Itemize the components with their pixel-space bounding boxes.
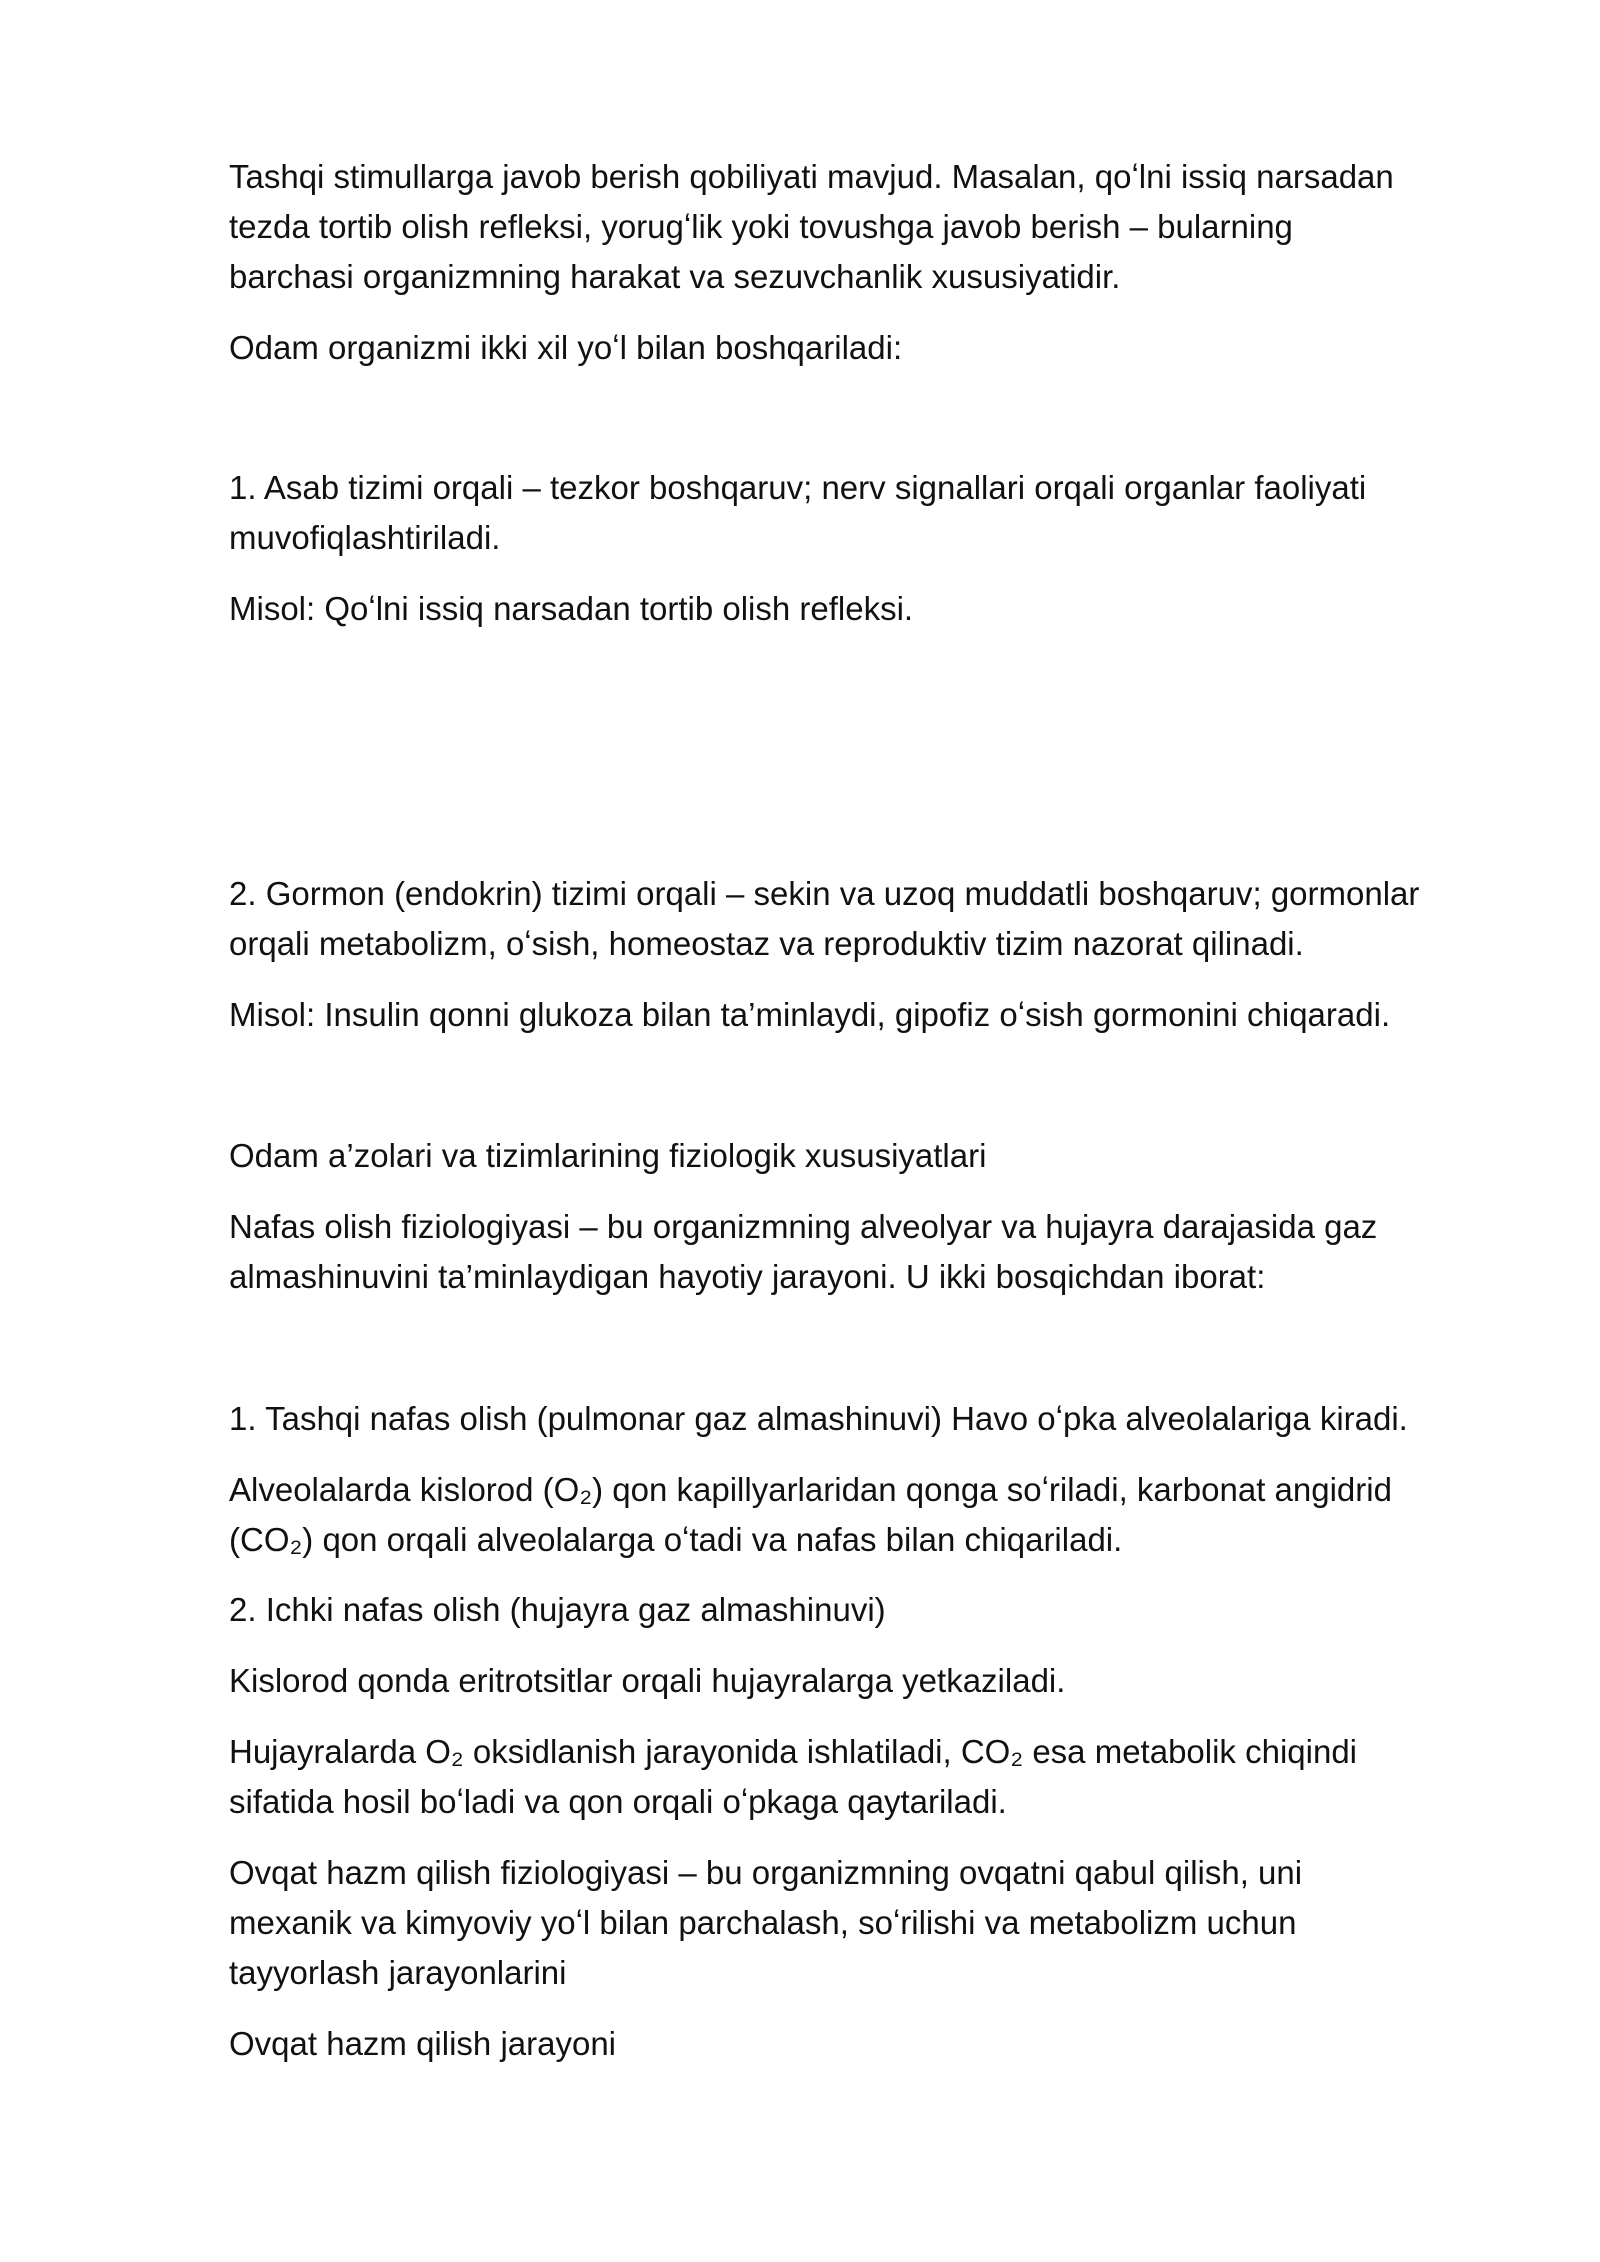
- text-line: tezda tortib olish refleksi, yorugʻlik yoki tovushga javob berish – bularning: [229, 208, 1293, 245]
- text-line: Hujayralarda O₂ oksidlanish jarayonida ishlatiladi, CO₂ esa metabolik chiqindi: [229, 1733, 1358, 1770]
- text-line: 2. Gormon (endokrin) tizimi orqali – sekin va uzoq muddatli boshqaruv; gormonlar: [229, 875, 1420, 912]
- text-line: Tashqi stimullarga javob berish qobiliyati mavjud. Masalan, qoʻlni issiq narsadan: [229, 158, 1394, 195]
- text-line: Ovqat hazm qilish jarayoni: [229, 2025, 617, 2062]
- text-line: Kislorod qonda eritrotsitlar orqali hujayralarga yetkaziladi.: [229, 1662, 1066, 1699]
- text-line: Alveolalarda kislorod (O₂) qon kapillyarlaridan qonga soʻriladi, karbonat angidrid: [229, 1471, 1392, 1508]
- text-line: 1. Asab tizimi orqali – tezkor boshqaruv; nerv signallari orqali organlar faoliyati: [229, 469, 1367, 506]
- text-line: (CO₂) qon orqali alveolalarga oʻtadi va nafas bilan chiqariladi.: [229, 1521, 1123, 1558]
- text-line: orqali metabolizm, oʻsish, homeostaz va reproduktiv tizim nazorat qilinadi.: [229, 925, 1304, 962]
- text-line: 1. Tashqi nafas olish (pulmonar gaz almashinuvi) Havo oʻpka alveolalariga kiradi.: [229, 1400, 1408, 1437]
- text-line: mexanik va kimyoviy yoʻl bilan parchalash, soʻrilishi va metabolizm uchun: [229, 1904, 1297, 1941]
- text-line: Odam organizmi ikki xil yoʻl bilan boshqariladi:: [229, 329, 903, 366]
- text-line: almashinuvini ta’minlaydigan hayotiy jarayoni. U ikki bosqichdan iborat:: [229, 1258, 1266, 1295]
- text-line: muvofiqlashtiriladi.: [229, 519, 501, 556]
- text-line: tayyorlash jarayonlarini: [229, 1954, 567, 1991]
- text-line: sifatida hosil boʻladi va qon orqali oʻpkaga qaytariladi.: [229, 1783, 1007, 1820]
- text-line: Misol: Qoʻlni issiq narsadan tortib olish refleksi.: [229, 590, 914, 627]
- text-line: Misol: Insulin qonni glukoza bilan ta’minlaydi, gipofiz oʻsish gormonini chiqaradi.: [229, 996, 1391, 1033]
- section-heading: Odam a’zolari va tizimlarining fiziologik xususiyatlari: [229, 1137, 987, 1174]
- text-line: Nafas olish fiziologiyasi – bu organizmning alveolyar va hujayra darajasida gaz: [229, 1208, 1378, 1245]
- text-line: barchasi organizmning harakat va sezuvchanlik xususiyatidir.: [229, 258, 1121, 295]
- text-line: 2. Ichki nafas olish (hujayra gaz almashinuvi): [229, 1591, 886, 1628]
- text-line: Ovqat hazm qilish fiziologiyasi – bu organizmning ovqatni qabul qilish, uni: [229, 1854, 1303, 1891]
